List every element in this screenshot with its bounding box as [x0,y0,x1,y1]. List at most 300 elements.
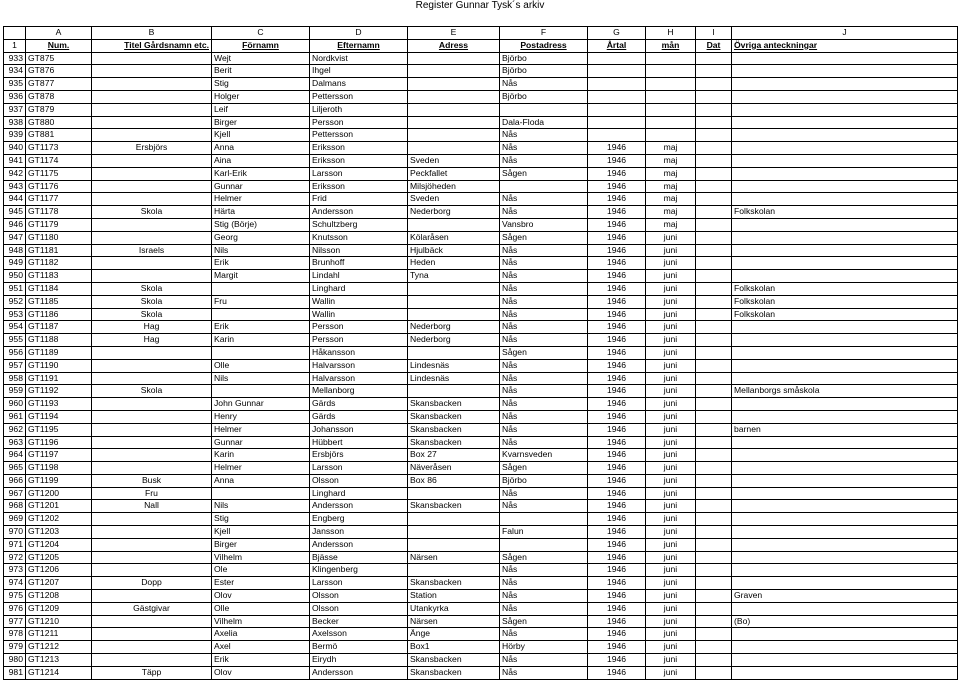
column-letter[interactable]: F [500,27,588,40]
num-cell[interactable]: GT1177 [26,193,92,206]
column-letter[interactable]: I [696,27,732,40]
num-cell[interactable]: GT1200 [26,487,92,500]
year-cell[interactable]: 1946 [588,398,646,411]
year-cell[interactable]: 1946 [588,257,646,270]
date-cell[interactable] [696,334,732,347]
notes-cell[interactable] [732,551,958,564]
year-cell[interactable]: 1946 [588,602,646,615]
row-number[interactable]: 975 [4,590,26,603]
date-cell[interactable] [696,462,732,475]
date-cell[interactable] [696,346,732,359]
firstname-cell[interactable]: Karl-Erik [212,167,310,180]
postaddress-cell[interactable] [500,103,588,116]
notes-cell[interactable] [732,538,958,551]
postaddress-cell[interactable]: Nås [500,654,588,667]
lastname-cell[interactable]: Halvarsson [310,359,408,372]
title-cell[interactable] [92,154,212,167]
month-cell[interactable]: juni [646,513,696,526]
title-cell[interactable]: Busk [92,474,212,487]
row-number[interactable]: 1 [4,39,26,52]
num-cell[interactable]: GT1183 [26,270,92,283]
address-cell[interactable]: Änge [408,628,500,641]
date-cell[interactable] [696,641,732,654]
notes-cell[interactable] [732,270,958,283]
num-cell[interactable]: GT1173 [26,142,92,155]
month-cell[interactable] [646,65,696,78]
month-cell[interactable]: maj [646,193,696,206]
date-cell[interactable] [696,436,732,449]
notes-cell[interactable] [732,398,958,411]
firstname-cell[interactable]: Ole [212,564,310,577]
date-cell[interactable] [696,65,732,78]
num-cell[interactable]: GT1213 [26,654,92,667]
num-cell[interactable]: GT881 [26,129,92,142]
lastname-cell[interactable]: Frid [310,193,408,206]
address-cell[interactable]: Skansbacken [408,423,500,436]
month-cell[interactable]: juni [646,654,696,667]
row-number[interactable]: 938 [4,116,26,129]
year-cell[interactable]: 1946 [588,513,646,526]
notes-cell[interactable] [732,231,958,244]
row-number[interactable]: 968 [4,500,26,513]
title-cell[interactable] [92,526,212,539]
firstname-cell[interactable]: Erik [212,654,310,667]
lastname-cell[interactable]: Larsson [310,167,408,180]
date-cell[interactable] [696,282,732,295]
num-cell[interactable]: GT1189 [26,346,92,359]
lastname-cell[interactable]: Andersson [310,206,408,219]
num-cell[interactable]: GT1187 [26,321,92,334]
year-cell[interactable]: 1946 [588,654,646,667]
notes-cell[interactable] [732,103,958,116]
row-number[interactable]: 973 [4,564,26,577]
title-cell[interactable] [92,410,212,423]
title-cell[interactable]: Hag [92,321,212,334]
date-cell[interactable] [696,513,732,526]
notes-cell[interactable] [732,116,958,129]
month-cell[interactable]: juni [646,564,696,577]
year-cell[interactable]: 1946 [588,359,646,372]
address-cell[interactable]: Skansbacken [408,654,500,667]
date-cell[interactable] [696,206,732,219]
postaddress-cell[interactable]: Nås [500,334,588,347]
firstname-cell[interactable] [212,346,310,359]
date-cell[interactable] [696,231,732,244]
firstname-cell[interactable]: Helmer [212,462,310,475]
num-cell[interactable]: GT1214 [26,666,92,679]
lastname-cell[interactable]: Schultzberg [310,218,408,231]
row-number[interactable]: 965 [4,462,26,475]
lastname-cell[interactable]: Wallin [310,308,408,321]
title-cell[interactable] [92,654,212,667]
lastname-cell[interactable]: Larsson [310,462,408,475]
title-cell[interactable] [92,449,212,462]
date-cell[interactable] [696,90,732,103]
postaddress-cell[interactable]: Nås [500,308,588,321]
row-number[interactable]: 940 [4,142,26,155]
month-cell[interactable] [646,129,696,142]
column-letter[interactable]: J [732,27,958,40]
title-cell[interactable] [92,116,212,129]
firstname-cell[interactable]: Nils [212,244,310,257]
postaddress-cell[interactable]: Björbo [500,90,588,103]
firstname-cell[interactable]: Helmer [212,193,310,206]
row-number[interactable]: 949 [4,257,26,270]
notes-cell[interactable] [732,641,958,654]
title-cell[interactable] [92,564,212,577]
firstname-cell[interactable]: Axelia [212,628,310,641]
lastname-cell[interactable]: Linghard [310,487,408,500]
firstname-cell[interactable] [212,308,310,321]
lastname-cell[interactable]: Bjässe [310,551,408,564]
row-number[interactable]: 960 [4,398,26,411]
postaddress-cell[interactable]: Sågen [500,551,588,564]
num-cell[interactable]: GT1201 [26,500,92,513]
address-cell[interactable] [408,385,500,398]
row-number[interactable]: 955 [4,334,26,347]
row-number[interactable]: 977 [4,615,26,628]
year-cell[interactable] [588,90,646,103]
postaddress-cell[interactable]: Nås [500,487,588,500]
num-cell[interactable]: GT1184 [26,282,92,295]
num-cell[interactable]: GT1186 [26,308,92,321]
row-number[interactable]: 953 [4,308,26,321]
postaddress-cell[interactable]: Nås [500,372,588,385]
postaddress-cell[interactable]: Nås [500,385,588,398]
address-cell[interactable]: Utankyrka [408,602,500,615]
postaddress-cell[interactable]: Nås [500,78,588,91]
notes-cell[interactable] [732,167,958,180]
month-cell[interactable]: juni [646,321,696,334]
column-letter[interactable]: E [408,27,500,40]
year-cell[interactable]: 1946 [588,526,646,539]
lastname-cell[interactable]: Engberg [310,513,408,526]
postaddress-cell[interactable]: Nås [500,628,588,641]
postaddress-cell[interactable]: Nås [500,193,588,206]
year-cell[interactable]: 1946 [588,282,646,295]
num-cell[interactable]: GT878 [26,90,92,103]
date-cell[interactable] [696,167,732,180]
address-cell[interactable] [408,282,500,295]
row-number[interactable]: 937 [4,103,26,116]
row-number[interactable]: 958 [4,372,26,385]
firstname-cell[interactable]: Berit [212,65,310,78]
address-cell[interactable] [408,116,500,129]
notes-cell[interactable] [732,487,958,500]
month-cell[interactable]: maj [646,142,696,155]
firstname-cell[interactable]: Karin [212,334,310,347]
address-cell[interactable] [408,295,500,308]
row-number[interactable]: 952 [4,295,26,308]
year-cell[interactable]: 1946 [588,180,646,193]
address-cell[interactable]: Skansbacken [408,398,500,411]
month-cell[interactable]: juni [646,410,696,423]
year-cell[interactable]: 1946 [588,321,646,334]
num-cell[interactable]: GT1211 [26,628,92,641]
date-cell[interactable] [696,398,732,411]
address-cell[interactable]: Station [408,590,500,603]
notes-cell[interactable] [732,154,958,167]
postaddress-cell[interactable]: Nås [500,666,588,679]
address-cell[interactable]: Box 27 [408,449,500,462]
row-number[interactable]: 942 [4,167,26,180]
row-number[interactable]: 959 [4,385,26,398]
notes-cell[interactable] [732,65,958,78]
postaddress-cell[interactable]: Nås [500,359,588,372]
postaddress-cell[interactable]: Sågen [500,346,588,359]
lastname-cell[interactable]: Ersbjörs [310,449,408,462]
title-cell[interactable] [92,218,212,231]
address-cell[interactable] [408,526,500,539]
month-cell[interactable]: juni [646,423,696,436]
row-number[interactable]: 979 [4,641,26,654]
notes-cell[interactable]: Folkskolan [732,295,958,308]
title-cell[interactable] [92,78,212,91]
title-cell[interactable] [92,423,212,436]
num-cell[interactable]: GT1196 [26,436,92,449]
address-cell[interactable]: Lindesnäs [408,359,500,372]
address-cell[interactable]: Kölaråsen [408,231,500,244]
date-cell[interactable] [696,359,732,372]
month-cell[interactable]: juni [646,602,696,615]
lastname-cell[interactable]: Nilsson [310,244,408,257]
postaddress-cell[interactable]: Nås [500,129,588,142]
title-cell[interactable]: Skola [92,308,212,321]
postaddress-cell[interactable]: Nås [500,564,588,577]
postaddress-cell[interactable] [500,513,588,526]
lastname-cell[interactable]: Klingenberg [310,564,408,577]
date-cell[interactable] [696,615,732,628]
month-cell[interactable]: juni [646,244,696,257]
month-cell[interactable]: juni [646,590,696,603]
row-number[interactable]: 962 [4,423,26,436]
num-cell[interactable]: GT1212 [26,641,92,654]
row-number[interactable]: 948 [4,244,26,257]
year-cell[interactable] [588,103,646,116]
address-cell[interactable] [408,538,500,551]
lastname-cell[interactable]: Andersson [310,666,408,679]
notes-cell[interactable] [732,90,958,103]
num-cell[interactable]: GT1193 [26,398,92,411]
date-cell[interactable] [696,666,732,679]
date-cell[interactable] [696,142,732,155]
date-cell[interactable] [696,487,732,500]
postaddress-cell[interactable]: Vansbro [500,218,588,231]
date-cell[interactable] [696,193,732,206]
month-cell[interactable]: juni [646,359,696,372]
lastname-cell[interactable]: Persson [310,321,408,334]
lastname-cell[interactable]: Andersson [310,538,408,551]
num-cell[interactable]: GT1197 [26,449,92,462]
year-cell[interactable]: 1946 [588,334,646,347]
lastname-cell[interactable]: Wallin [310,295,408,308]
notes-cell[interactable] [732,526,958,539]
notes-cell[interactable] [732,52,958,65]
month-cell[interactable]: juni [646,398,696,411]
num-cell[interactable]: GT1208 [26,590,92,603]
year-cell[interactable]: 1946 [588,436,646,449]
month-cell[interactable]: juni [646,500,696,513]
year-cell[interactable]: 1946 [588,154,646,167]
title-cell[interactable] [92,270,212,283]
date-cell[interactable] [696,449,732,462]
firstname-cell[interactable]: Nils [212,372,310,385]
postaddress-cell[interactable]: Sågen [500,615,588,628]
lastname-cell[interactable]: Becker [310,615,408,628]
postaddress-cell[interactable]: Falun [500,526,588,539]
month-cell[interactable]: maj [646,206,696,219]
lastname-cell[interactable]: Mellanborg [310,385,408,398]
address-cell[interactable]: Sveden [408,154,500,167]
row-number[interactable]: 943 [4,180,26,193]
date-cell[interactable] [696,602,732,615]
year-cell[interactable]: 1946 [588,218,646,231]
address-cell[interactable] [408,90,500,103]
year-cell[interactable] [588,116,646,129]
month-cell[interactable]: juni [646,666,696,679]
year-cell[interactable]: 1946 [588,295,646,308]
notes-cell[interactable] [732,257,958,270]
notes-cell[interactable] [732,372,958,385]
row-number[interactable]: 978 [4,628,26,641]
year-cell[interactable]: 1946 [588,231,646,244]
year-cell[interactable]: 1946 [588,410,646,423]
postaddress-cell[interactable]: Nås [500,206,588,219]
address-cell[interactable]: Nederborg [408,334,500,347]
month-cell[interactable]: juni [646,526,696,539]
firstname-cell[interactable]: Margit [212,270,310,283]
firstname-cell[interactable]: Stig [212,78,310,91]
year-cell[interactable]: 1946 [588,628,646,641]
num-cell[interactable]: GT1181 [26,244,92,257]
notes-cell[interactable]: Folkskolan [732,282,958,295]
num-cell[interactable]: GT877 [26,78,92,91]
year-cell[interactable]: 1946 [588,462,646,475]
lastname-cell[interactable]: Gärds [310,398,408,411]
column-letter[interactable]: A [26,27,92,40]
year-cell[interactable]: 1946 [588,385,646,398]
postaddress-cell[interactable]: Nås [500,436,588,449]
address-cell[interactable]: Skansbacken [408,436,500,449]
month-cell[interactable]: juni [646,487,696,500]
postaddress-cell[interactable]: Sågen [500,231,588,244]
num-cell[interactable]: GT1176 [26,180,92,193]
lastname-cell[interactable]: Persson [310,334,408,347]
notes-cell[interactable] [732,628,958,641]
date-cell[interactable] [696,244,732,257]
title-cell[interactable] [92,180,212,193]
month-cell[interactable]: juni [646,308,696,321]
num-cell[interactable]: GT1195 [26,423,92,436]
year-cell[interactable]: 1946 [588,346,646,359]
notes-cell[interactable] [732,142,958,155]
firstname-cell[interactable]: Kjell [212,129,310,142]
title-cell[interactable] [92,231,212,244]
month-cell[interactable]: juni [646,641,696,654]
address-cell[interactable] [408,142,500,155]
column-letter[interactable]: H [646,27,696,40]
firstname-cell[interactable]: Axel [212,641,310,654]
title-cell[interactable]: Nall [92,500,212,513]
lastname-cell[interactable]: Axelsson [310,628,408,641]
address-cell[interactable]: Skansbacken [408,410,500,423]
lastname-cell[interactable]: Linghard [310,282,408,295]
firstname-cell[interactable] [212,385,310,398]
year-cell[interactable]: 1946 [588,474,646,487]
date-cell[interactable] [696,423,732,436]
address-cell[interactable] [408,52,500,65]
month-cell[interactable]: juni [646,295,696,308]
notes-cell[interactable] [732,193,958,206]
column-letter[interactable]: D [310,27,408,40]
title-cell[interactable] [92,167,212,180]
month-cell[interactable]: juni [646,385,696,398]
num-cell[interactable]: GT876 [26,65,92,78]
num-cell[interactable]: GT1182 [26,257,92,270]
date-cell[interactable] [696,308,732,321]
month-cell[interactable] [646,103,696,116]
date-cell[interactable] [696,526,732,539]
postaddress-cell[interactable]: Nås [500,423,588,436]
date-cell[interactable] [696,116,732,129]
month-cell[interactable]: juni [646,231,696,244]
title-cell[interactable] [92,193,212,206]
date-cell[interactable] [696,500,732,513]
row-number[interactable]: 956 [4,346,26,359]
title-cell[interactable] [92,103,212,116]
row-number[interactable]: 961 [4,410,26,423]
title-cell[interactable] [92,372,212,385]
date-cell[interactable] [696,129,732,142]
notes-cell[interactable] [732,449,958,462]
firstname-cell[interactable]: Vilhelm [212,615,310,628]
firstname-cell[interactable]: John Gunnar [212,398,310,411]
lastname-cell[interactable]: Olsson [310,590,408,603]
month-cell[interactable]: maj [646,180,696,193]
title-cell[interactable] [92,398,212,411]
firstname-cell[interactable]: Kjell [212,526,310,539]
firstname-cell[interactable]: Birger [212,538,310,551]
notes-cell[interactable] [732,180,958,193]
year-cell[interactable]: 1946 [588,500,646,513]
year-cell[interactable]: 1946 [588,193,646,206]
firstname-cell[interactable]: Holger [212,90,310,103]
year-cell[interactable]: 1946 [588,641,646,654]
lastname-cell[interactable]: Dalmans [310,78,408,91]
num-cell[interactable]: GT879 [26,103,92,116]
title-cell[interactable] [92,513,212,526]
month-cell[interactable]: juni [646,436,696,449]
notes-cell[interactable] [732,436,958,449]
notes-cell[interactable] [732,666,958,679]
date-cell[interactable] [696,474,732,487]
firstname-cell[interactable]: Gunnar [212,180,310,193]
year-cell[interactable]: 1946 [588,308,646,321]
postaddress-cell[interactable]: Nås [500,142,588,155]
address-cell[interactable]: Peckfallet [408,167,500,180]
firstname-cell[interactable]: Fru [212,295,310,308]
month-cell[interactable]: juni [646,334,696,347]
firstname-cell[interactable]: Erik [212,321,310,334]
address-cell[interactable] [408,346,500,359]
month-cell[interactable]: juni [646,257,696,270]
month-cell[interactable]: juni [646,577,696,590]
notes-cell[interactable]: (Bo) [732,615,958,628]
row-number[interactable]: 954 [4,321,26,334]
address-cell[interactable]: Närsen [408,551,500,564]
year-cell[interactable]: 1946 [588,666,646,679]
lastname-cell[interactable]: Jansson [310,526,408,539]
